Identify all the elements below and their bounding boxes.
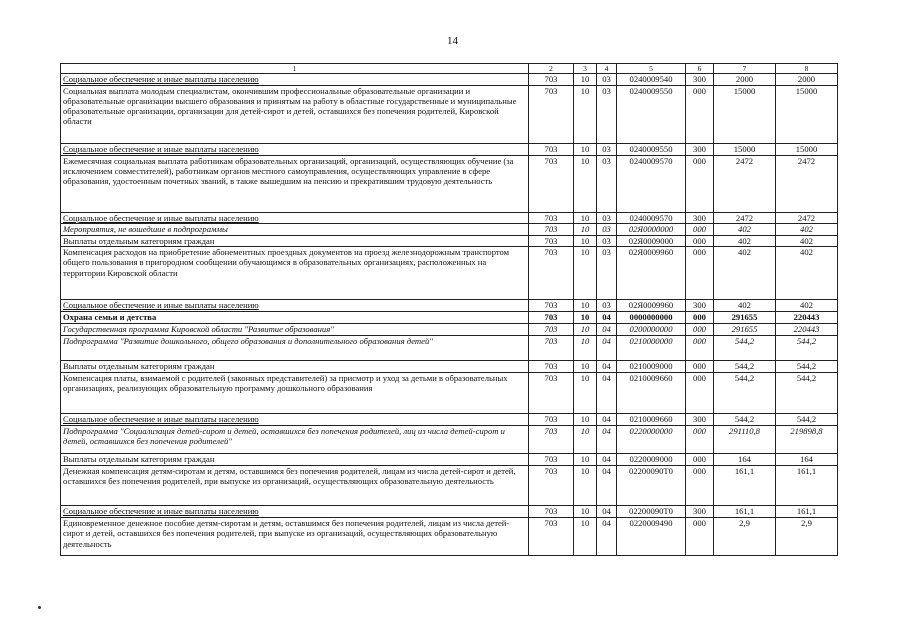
row-name: Социальное обеспечение и иные выплаты населению [61,506,529,518]
row-section: 10 [574,336,597,361]
row-name: Охрана семьи и детства [61,312,529,324]
row-amount-year-2: 2472 [776,156,838,213]
row-target-article: 02Я0009960 [617,247,686,300]
row-name: Подпрограмма "Социализация детей-сирот и детей, оставшихся без попечения родителей, лиц из числа детей-сирот и детей, оставшихся без попечения родителей" [61,426,529,454]
row-amount-year-1: 402 [714,224,776,236]
row-amount-year-1: 544,2 [714,414,776,426]
row-amount-year-2: 164 [776,454,838,466]
row-admin-code: 703 [529,213,574,224]
header-row [61,64,838,74]
row-target-article: 02200090Т0 [617,466,686,506]
row-section: 10 [574,361,597,373]
header-cell: 1 [61,64,529,74]
row-name: Компенсация платы, взимаемой с родителей (законных представителей) за присмотр и уход за детьми в образовательных организациях, реализующих образовательную программу дошкольного образования [61,373,529,414]
row-amount-year-1: 291110,8 [714,426,776,454]
row-amount-year-2: 544,2 [776,336,838,361]
row-amount-year-1: 15000 [714,144,776,156]
table-row [61,86,838,144]
row-name: Ежемесячная социальная выплата работникам образовательных организаций, организаций, осуществляющих обучение (за исключением совместителей), работникам органов местного самоуправления, осуществляющих управление в сфере образования, удостоенным почетных званий, в также вышедшим на пенсию и прекратившим трудовую деятельность [61,156,529,213]
table-row [61,414,838,426]
row-amount-year-1: 2,9 [714,518,776,556]
table-body [61,74,838,556]
header-cell: 6 [686,64,714,74]
row-target-article: 0240009550 [617,144,686,156]
row-amount-year-2: 2472 [776,213,838,224]
row-admin-code: 703 [529,414,574,426]
row-expense-type: 000 [686,312,714,324]
row-expense-type: 000 [686,224,714,236]
row-admin-code: 703 [529,426,574,454]
row-subsection: 04 [597,312,617,324]
row-admin-code: 703 [529,336,574,361]
row-amount-year-2: 220443 [776,324,838,336]
row-section: 10 [574,156,597,213]
row-expense-type: 000 [686,156,714,213]
row-amount-year-1: 2472 [714,213,776,224]
row-target-article: 02Я0000000 [617,224,686,236]
row-admin-code: 703 [529,466,574,506]
row-amount-year-1: 291655 [714,312,776,324]
page-number: 14 [447,35,458,47]
row-section: 10 [574,74,597,86]
row-expense-type: 000 [686,454,714,466]
row-section: 10 [574,454,597,466]
row-subsection: 03 [597,86,617,144]
row-expense-type: 300 [686,74,714,86]
row-admin-code: 703 [529,144,574,156]
table-row [61,518,838,556]
row-target-article: 0220000000 [617,426,686,454]
table-row [61,373,838,414]
row-amount-year-2: 402 [776,300,838,312]
row-subsection: 03 [597,300,617,312]
row-name: Выплаты отдельным категориям граждан [61,361,529,373]
row-target-article: 0240009570 [617,156,686,213]
row-admin-code: 703 [529,247,574,300]
table-row [61,426,838,454]
row-target-article: 0220009490 [617,518,686,556]
table-row [61,312,838,324]
row-subsection: 04 [597,336,617,361]
row-admin-code: 703 [529,156,574,213]
row-amount-year-1: 544,2 [714,336,776,361]
row-subsection: 04 [597,324,617,336]
table-row [61,247,838,300]
row-target-article: 0240009570 [617,213,686,224]
row-subsection: 03 [597,224,617,236]
row-amount-year-1: 2000 [714,74,776,86]
row-admin-code: 703 [529,86,574,144]
row-name: Компенсация расходов на приобретение абонементных проездных документов на проезд железнодорожным транспортом общего пользования в пригородном сообщении обучающимся в образовательных организациях, расположенных на территории Кировской области [61,247,529,300]
table-row [61,213,838,224]
row-subsection: 04 [597,373,617,414]
row-amount-year-2: 402 [776,247,838,300]
row-target-article: 02Я0009000 [617,236,686,247]
row-name: Социальная выплата молодым специалистам, окончившим профессиональные образовательные организации и образовательные организации высшего образования и принятым на работу в областные государственные и муниципальные образовательные организации, организации для детей-сирот и детей, оставшихся без попечения родителей, Кировской области [61,86,529,144]
row-admin-code: 703 [529,236,574,247]
row-admin-code: 703 [529,312,574,324]
row-target-article: 0200000000 [617,324,686,336]
row-section: 10 [574,247,597,300]
header-cell: 3 [574,64,597,74]
row-subsection: 03 [597,213,617,224]
row-amount-year-1: 402 [714,247,776,300]
row-amount-year-1: 164 [714,454,776,466]
row-expense-type: 000 [686,247,714,300]
row-amount-year-2: 544,2 [776,373,838,414]
header-cell: 4 [597,64,617,74]
row-section: 10 [574,506,597,518]
table-row [61,454,838,466]
row-amount-year-1: 15000 [714,86,776,144]
table-row [61,224,838,236]
row-target-article: 02200090Т0 [617,506,686,518]
row-amount-year-1: 402 [714,236,776,247]
row-section: 10 [574,213,597,224]
row-expense-type: 000 [686,361,714,373]
table-row [61,506,838,518]
row-name: Государственная программа Кировской области "Развитие образования" [61,324,529,336]
row-subsection: 04 [597,414,617,426]
row-amount-year-2: 2000 [776,74,838,86]
row-name: Выплаты отдельным категориям граждан [61,454,529,466]
row-section: 10 [574,466,597,506]
row-subsection: 04 [597,506,617,518]
row-amount-year-2: 220443 [776,312,838,324]
row-amount-year-2: 402 [776,236,838,247]
row-amount-year-1: 544,2 [714,373,776,414]
row-amount-year-2: 161,1 [776,506,838,518]
row-amount-year-2: 2,9 [776,518,838,556]
row-expense-type: 000 [686,518,714,556]
table-row [61,156,838,213]
row-target-article: 0210009660 [617,414,686,426]
row-expense-type: 300 [686,144,714,156]
row-admin-code: 703 [529,324,574,336]
row-amount-year-1: 402 [714,300,776,312]
row-expense-type: 300 [686,506,714,518]
row-target-article: 0220009000 [617,454,686,466]
row-section: 10 [574,312,597,324]
row-expense-type: 000 [686,373,714,414]
row-name: Единовременное денежное пособие детям-сиротам и детям, оставшимся без попечения родителей, лицам из числа детей-сирот и детей, оставшихся без попечения родителей, при выпуске из организаций, осуществляющих образовательную деятельность [61,518,529,556]
row-amount-year-1: 291655 [714,324,776,336]
table-row [61,144,838,156]
row-section: 10 [574,426,597,454]
row-subsection: 03 [597,74,617,86]
row-name: Денежная компенсация детям-сиротам и детям, оставшимся без попечения родителей, лицам из числа детей-сирот и детей, оставшихся без попечения родителей, при выпуске из организаций, осуществляющих образовательную деятельность [61,466,529,506]
header-cell: 8 [776,64,838,74]
header-cell: 2 [529,64,574,74]
header-cell: 5 [617,64,686,74]
row-target-article: 0210009000 [617,361,686,373]
row-expense-type: 000 [686,426,714,454]
row-admin-code: 703 [529,518,574,556]
row-target-article: 0210009660 [617,373,686,414]
row-amount-year-2: 15000 [776,86,838,144]
row-subsection: 03 [597,247,617,300]
row-admin-code: 703 [529,506,574,518]
row-name: Мероприятия, не вошедшие в подпрограммы [61,224,529,236]
row-amount-year-1: 2472 [714,156,776,213]
row-target-article: 0000000000 [617,312,686,324]
row-amount-year-2: 161,1 [776,466,838,506]
row-expense-type: 000 [686,466,714,506]
row-subsection: 03 [597,236,617,247]
row-amount-year-2: 402 [776,224,838,236]
row-expense-type: 000 [686,236,714,247]
table-row [61,324,838,336]
row-amount-year-2: 544,2 [776,414,838,426]
row-target-article: 02Я0009960 [617,300,686,312]
row-expense-type: 300 [686,300,714,312]
row-subsection: 04 [597,361,617,373]
table-row [61,361,838,373]
row-expense-type: 000 [686,86,714,144]
row-name: Выплаты отдельным категориям граждан [61,236,529,247]
row-expense-type: 000 [686,324,714,336]
row-section: 10 [574,224,597,236]
row-section: 10 [574,300,597,312]
row-amount-year-2: 544,2 [776,361,838,373]
row-admin-code: 703 [529,454,574,466]
row-name: Социальное обеспечение и иные выплаты населению [61,144,529,156]
row-amount-year-2: 219898,8 [776,426,838,454]
table-row [61,74,838,86]
table-row [61,336,838,361]
row-target-article: 0240009540 [617,74,686,86]
row-subsection: 04 [597,466,617,506]
row-section: 10 [574,324,597,336]
row-name: Социальное обеспечение и иные выплаты населению [61,74,529,86]
table-row [61,236,838,247]
row-section: 10 [574,86,597,144]
row-subsection: 04 [597,426,617,454]
row-name: Подпрограмма "Развитие дошкольного, общего образования и дополнительного образования детей" [61,336,529,361]
stray-dot [38,606,41,609]
row-subsection: 04 [597,518,617,556]
row-section: 10 [574,373,597,414]
row-target-article: 0240009550 [617,86,686,144]
row-section: 10 [574,236,597,247]
row-section: 10 [574,518,597,556]
row-admin-code: 703 [529,74,574,86]
row-admin-code: 703 [529,224,574,236]
row-expense-type: 300 [686,213,714,224]
row-expense-type: 000 [686,336,714,361]
row-amount-year-1: 161,1 [714,466,776,506]
row-section: 10 [574,414,597,426]
row-name: Социальное обеспечение и иные выплаты населению [61,300,529,312]
row-amount-year-2: 15000 [776,144,838,156]
row-admin-code: 703 [529,373,574,414]
row-expense-type: 300 [686,414,714,426]
row-name: Социальное обеспечение и иные выплаты населению [61,213,529,224]
budget-table [60,63,838,556]
row-name: Социальное обеспечение и иные выплаты населению [61,414,529,426]
header-cell: 7 [714,64,776,74]
row-section: 10 [574,144,597,156]
row-subsection: 03 [597,156,617,213]
table-row [61,466,838,506]
table-row [61,300,838,312]
row-subsection: 04 [597,454,617,466]
row-subsection: 03 [597,144,617,156]
row-amount-year-1: 161,1 [714,506,776,518]
row-amount-year-1: 544,2 [714,361,776,373]
row-admin-code: 703 [529,300,574,312]
row-target-article: 0210000000 [617,336,686,361]
row-admin-code: 703 [529,361,574,373]
